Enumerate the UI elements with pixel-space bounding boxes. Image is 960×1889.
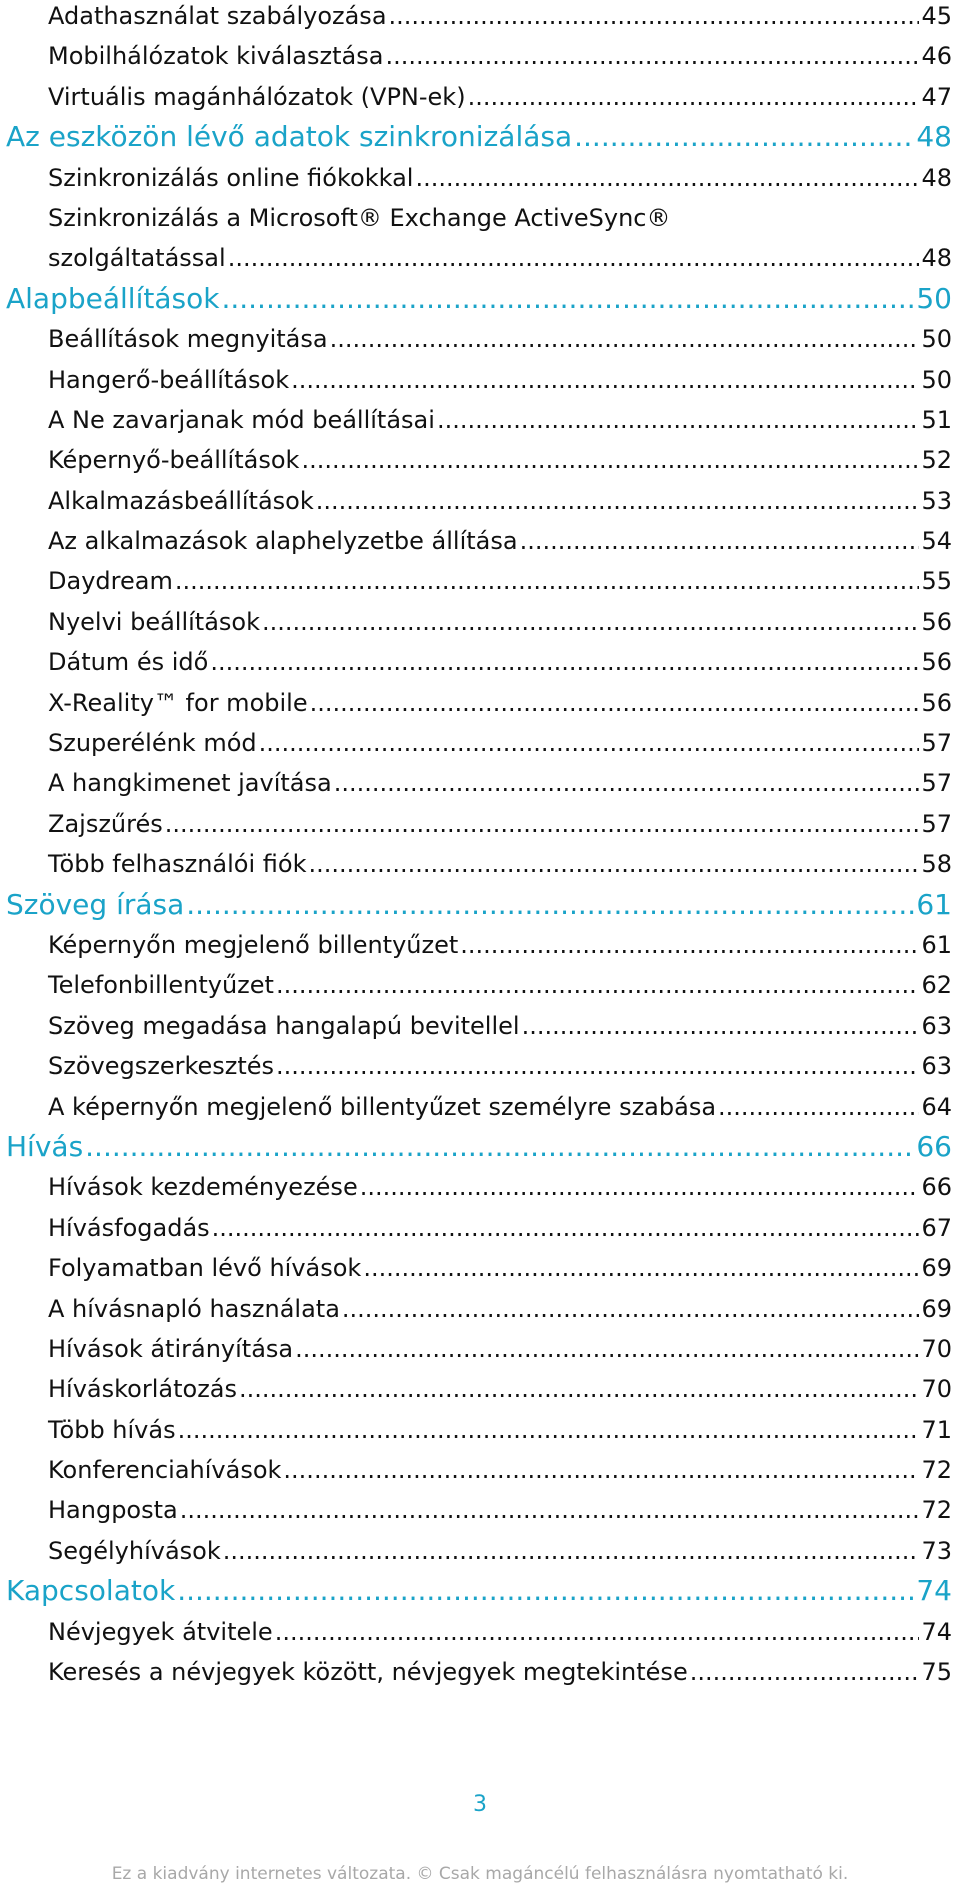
toc-entry[interactable] <box>6 1450 952 1490</box>
toc-entry-title: Névjegyek átvitele <box>48 1617 273 1646</box>
toc-entry[interactable] <box>6 319 952 359</box>
toc-entry[interactable] <box>6 360 952 400</box>
toc-entry-title: Nyelvi beállítások <box>48 607 261 636</box>
toc-entry[interactable] <box>6 642 952 682</box>
toc-entry-page: 48 <box>916 120 952 154</box>
dot-leader <box>275 1612 920 1652</box>
toc-entry-page: 48 <box>921 244 952 273</box>
toc-entry-title: Hangerő-beállítások <box>48 365 290 394</box>
toc-entry[interactable] <box>6 521 952 561</box>
dot-leader <box>437 400 920 440</box>
toc-entry-title: Hívás <box>6 1129 84 1163</box>
toc-entry-title: Zajszűrés <box>48 809 163 838</box>
dot-leader <box>690 1652 920 1692</box>
toc-entry-page: 63 <box>921 1052 952 1081</box>
dot-leader <box>415 158 919 198</box>
toc-entry[interactable] <box>6 1289 952 1329</box>
toc-entry[interactable] <box>6 602 952 642</box>
dot-leader <box>276 1046 919 1086</box>
toc-entry-title: Dátum és idő <box>48 648 209 677</box>
toc-entry-title: Szinkronizálás online fiókokkal <box>48 163 414 192</box>
dot-leader <box>165 804 920 844</box>
toc-entry-page: 61 <box>921 930 952 959</box>
dot-leader <box>385 36 919 76</box>
toc-entry-page: 64 <box>921 1092 952 1121</box>
table-of-contents <box>6 0 952 1692</box>
toc-entry[interactable] <box>6 925 952 965</box>
dot-leader <box>259 723 920 763</box>
dot-leader <box>262 602 919 642</box>
toc-entry-title: Hívások átirányítása <box>48 1334 294 1363</box>
dot-leader <box>175 561 920 601</box>
toc-entry-page: 74 <box>916 1574 952 1608</box>
toc-entry-title: szolgáltatással <box>48 244 226 273</box>
toc-entry-page: 72 <box>921 1456 952 1485</box>
toc-entry-title: Szuperélénk mód <box>48 729 257 758</box>
toc-entry[interactable] <box>6 1248 952 1288</box>
toc-entry-page: 66 <box>916 1129 952 1163</box>
toc-entry-title: Képernyőn megjelenő billentyűzet <box>48 930 459 959</box>
toc-entry-page: 53 <box>921 486 952 515</box>
toc-entry[interactable] <box>6 1612 952 1652</box>
toc-entry-title: Keresés a névjegyek között, névjegyek megtekintése <box>48 1658 688 1687</box>
toc-entry[interactable] <box>6 965 952 1005</box>
dot-leader <box>291 360 919 400</box>
toc-entry-title: Hívások kezdeményezése <box>48 1173 358 1202</box>
toc-entry[interactable] <box>6 683 952 723</box>
dot-leader <box>283 1450 919 1490</box>
toc-entry[interactable] <box>6 238 952 278</box>
dot-leader <box>460 925 919 965</box>
dot-leader <box>574 117 914 157</box>
footer-note: Ez a kiadvány internetes változata. © Csak magáncélú felhasználásra nyomtatható ki. <box>111 1864 849 1884</box>
toc-entry-title: Híváskorlátozás <box>48 1375 237 1404</box>
toc-entry[interactable] <box>6 440 952 480</box>
toc-entry[interactable] <box>6 1046 952 1086</box>
toc-entry-title: A Ne zavarjanak mód beállításai <box>48 405 435 434</box>
dot-leader <box>316 481 920 521</box>
toc-entry-title: Folyamatban lévő hívások <box>48 1254 362 1283</box>
toc-entry-title: Az eszközön lévő adatok szinkronizálása <box>6 120 573 154</box>
toc-entry[interactable] <box>6 1087 952 1127</box>
dot-leader <box>330 319 920 359</box>
toc-entry-page: 56 <box>921 688 952 717</box>
dot-leader <box>301 440 919 480</box>
toc-entry[interactable] <box>6 804 952 844</box>
toc-entry[interactable] <box>6 1329 952 1369</box>
page-number: 3 <box>473 1792 487 1817</box>
toc-entry-page: 74 <box>921 1617 952 1646</box>
toc-section-entry[interactable] <box>6 1127 952 1167</box>
dot-leader <box>295 1329 919 1369</box>
toc-entry-page: 58 <box>921 850 952 879</box>
dot-leader <box>228 238 920 278</box>
toc-entry-page: 71 <box>921 1415 952 1444</box>
toc-entry-page: 50 <box>921 365 952 394</box>
toc-entry[interactable] <box>6 77 952 117</box>
toc-entry[interactable] <box>6 0 952 36</box>
toc-entry[interactable] <box>6 1490 952 1530</box>
dot-leader <box>178 1410 920 1450</box>
toc-entry-title: Daydream <box>48 567 173 596</box>
toc-entry-title: Szöveg írása <box>6 887 185 921</box>
toc-entry-title: Mobilhálózatok kiválasztása <box>48 42 384 71</box>
toc-entry[interactable] <box>6 481 952 521</box>
toc-entry-title: Alapbeállítások <box>6 281 220 315</box>
toc-entry-page: 52 <box>921 446 952 475</box>
toc-entry-title: Virtuális magánhálózatok (VPN-ek) <box>48 82 466 111</box>
dot-leader <box>221 279 914 319</box>
dot-leader <box>468 77 920 117</box>
toc-section-entry[interactable] <box>6 117 952 157</box>
toc-entry-title: X-Reality™ for mobile <box>48 688 308 717</box>
dot-leader <box>239 1369 919 1409</box>
toc-entry-title: A hangkimenet javítása <box>48 769 332 798</box>
toc-entry[interactable] <box>6 198 952 238</box>
toc-entry[interactable] <box>6 1167 952 1207</box>
dot-leader <box>718 1087 919 1127</box>
toc-entry-title: Az alkalmazások alaphelyzetbe állítása <box>48 527 518 556</box>
dot-leader <box>210 642 919 682</box>
toc-entry-page: 67 <box>921 1213 952 1242</box>
toc-entry-page: 66 <box>921 1173 952 1202</box>
toc-entry[interactable] <box>6 763 952 803</box>
toc-entry[interactable] <box>6 1410 952 1450</box>
toc-entry[interactable] <box>6 400 952 440</box>
toc-entry-page: 46 <box>921 42 952 71</box>
toc-entry-title: Szöveg megadása hangalapú bevitellel <box>48 1011 520 1040</box>
toc-entry-title: A hívásnapló használata <box>48 1294 340 1323</box>
toc-section-entry[interactable] <box>6 279 952 319</box>
toc-entry-page: 55 <box>921 567 952 596</box>
toc-entry-title: Beállítások megnyitása <box>48 325 328 354</box>
toc-entry[interactable] <box>6 561 952 601</box>
toc-entry-page: 48 <box>921 163 952 192</box>
toc-entry[interactable] <box>6 1369 952 1409</box>
dot-leader <box>389 0 920 36</box>
toc-entry-page: 69 <box>921 1254 952 1283</box>
dot-leader <box>276 965 920 1005</box>
dot-leader <box>85 1127 914 1167</box>
toc-entry[interactable] <box>6 36 952 76</box>
toc-entry-title: Hangposta <box>48 1496 178 1525</box>
toc-entry[interactable] <box>6 1652 952 1692</box>
toc-entry-title: Konferenciahívások <box>48 1456 282 1485</box>
toc-entry-title: Segélyhívások <box>48 1536 221 1565</box>
toc-entry[interactable] <box>6 1006 952 1046</box>
toc-section-entry[interactable] <box>6 1571 952 1611</box>
dot-leader <box>522 1006 920 1046</box>
toc-entry-page: 56 <box>921 648 952 677</box>
toc-section-entry[interactable] <box>6 885 952 925</box>
toc-entry-page: 73 <box>921 1536 952 1565</box>
toc-entry-page: 56 <box>921 607 952 636</box>
toc-entry-title: Szinkronizálás a Microsoft® Exchange ActiveSync® <box>48 203 671 232</box>
dot-leader <box>186 885 914 925</box>
toc-entry-page: 57 <box>921 769 952 798</box>
toc-entry[interactable] <box>6 158 952 198</box>
toc-entry[interactable] <box>6 1208 952 1248</box>
toc-entry-page: 62 <box>921 971 952 1000</box>
toc-entry[interactable] <box>6 844 952 884</box>
toc-entry-page: 61 <box>916 887 952 921</box>
dot-leader <box>212 1208 920 1248</box>
toc-entry-page: 72 <box>921 1496 952 1525</box>
toc-entry[interactable] <box>6 723 952 763</box>
toc-entry-title: Több hívás <box>48 1415 176 1444</box>
dot-leader <box>180 1490 920 1530</box>
toc-entry-page: 69 <box>921 1294 952 1323</box>
dot-leader <box>334 763 920 803</box>
dot-leader <box>223 1531 920 1571</box>
toc-entry-title: Alkalmazásbeállítások <box>48 486 314 515</box>
toc-entry-page: 75 <box>921 1658 952 1687</box>
toc-entry-page: 50 <box>916 281 952 315</box>
toc-entry-page: 63 <box>921 1011 952 1040</box>
toc-entry-page: 70 <box>921 1375 952 1404</box>
toc-entry-title: A képernyőn megjelenő billentyűzet személyre szabása <box>48 1092 717 1121</box>
toc-entry-title: Szövegszerkesztés <box>48 1052 275 1081</box>
toc-entry-title: Több felhasználói fiók <box>48 850 307 879</box>
dot-leader <box>360 1167 920 1207</box>
toc-entry-title: Adathasználat szabályozása <box>48 2 387 30</box>
toc-entry[interactable] <box>6 1531 952 1571</box>
toc-entry-title: Telefonbillentyűzet <box>48 971 274 1000</box>
dot-leader <box>308 844 919 884</box>
dot-leader <box>363 1248 919 1288</box>
toc-entry-page: 57 <box>921 809 952 838</box>
toc-entry-title: Kapcsolatok <box>6 1574 176 1608</box>
toc-entry-page: 51 <box>921 405 952 434</box>
toc-entry-page: 47 <box>921 82 952 111</box>
dot-leader <box>177 1571 914 1611</box>
toc-entry-page: 54 <box>921 527 952 556</box>
toc-entry-page: 45 <box>921 2 952 30</box>
toc-entry-page: 70 <box>921 1334 952 1363</box>
toc-entry-page: 50 <box>921 325 952 354</box>
toc-entry-title: Képernyő-beállítások <box>48 446 300 475</box>
toc-entry-page: 57 <box>921 729 952 758</box>
dot-leader <box>520 521 920 561</box>
dot-leader <box>310 683 920 723</box>
toc-entry-title: Hívásfogadás <box>48 1213 210 1242</box>
dot-leader <box>342 1289 920 1329</box>
